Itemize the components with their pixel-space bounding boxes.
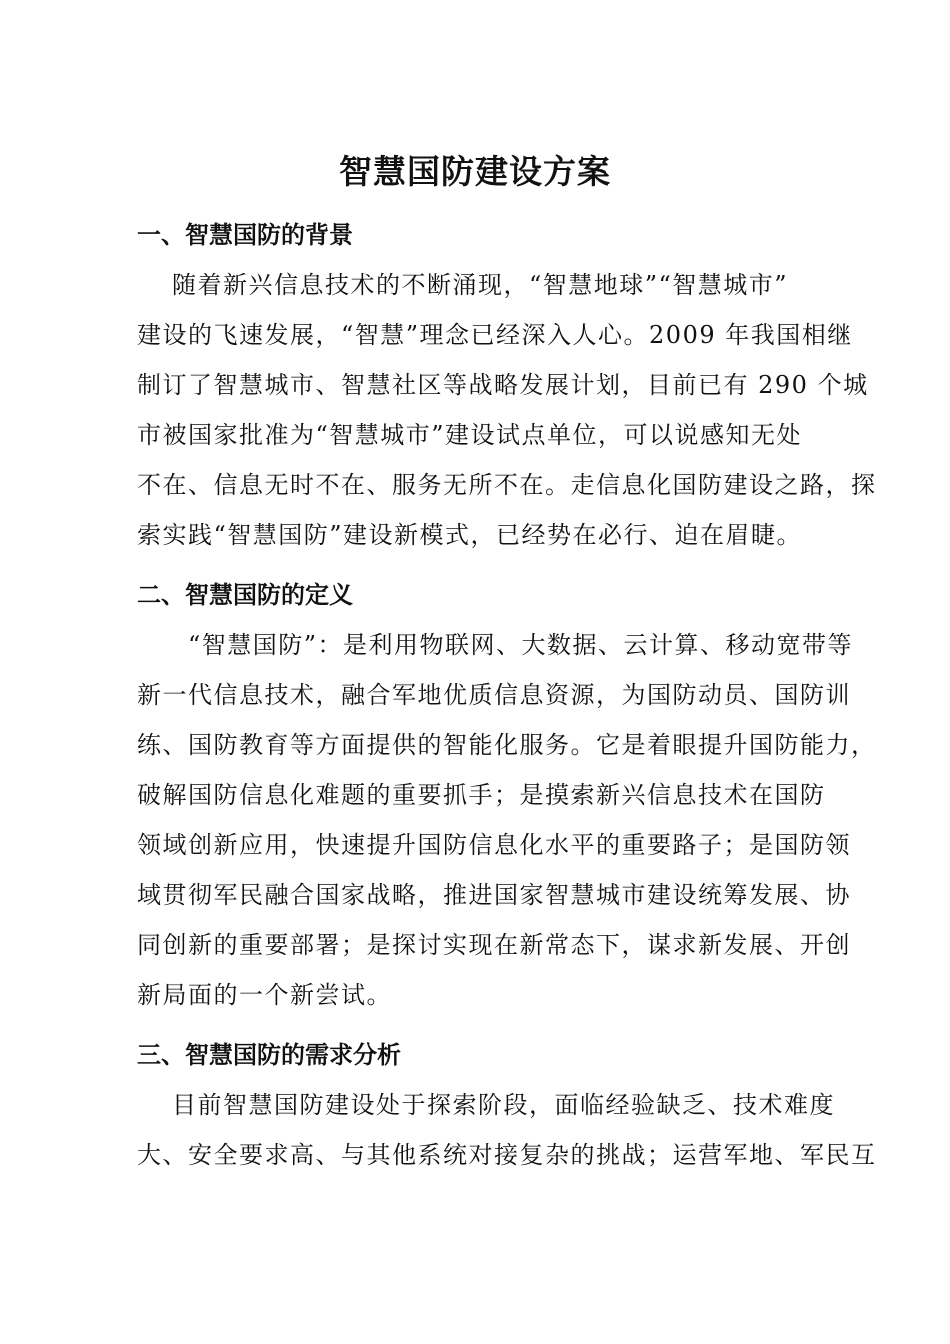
section-heading-requirements: 三、智慧国防的需求分析 [137,1041,401,1069]
paragraph-line: 域贯彻军民融合国家战略，推进国家智慧城市建设统筹发展、协 [137,881,851,909]
paragraph-line: 随着新兴信息技术的不断涌现，“智慧地球”“智慧城市” [172,271,789,299]
paragraph-line: 目前智慧国防建设处于探索阶段，面临经验缺乏、技术难度 [172,1091,835,1119]
paragraph-line: 新局面的一个新尝试。 [137,981,392,1009]
paragraph-line: 大、安全要求高、与其他系统对接复杂的挑战；运营军地、军民互 [137,1141,877,1169]
paragraph-line: 同创新的重要部署；是探讨实现在新常态下，谋求新发展、开创 [137,931,851,959]
paragraph-line: 不在、信息无时不在、服务无所不在。走信息化国防建设之路，探 [137,471,877,499]
paragraph-line: “智慧国防”：是利用物联网、大数据、云计算、移动宽带等 [188,631,854,659]
paragraph-line: 建设的飞速发展，“智慧”理念已经深入人心。2009 年我国相继 [137,321,853,349]
paragraph-line: 破解国防信息化难题的重要抓手；是摸索新兴信息技术在国防 [137,781,826,809]
paragraph-line: 练、国防教育等方面提供的智能化服务。它是着眼提升国防能力， [137,731,877,759]
section-heading-definition: 二、智慧国防的定义 [137,581,353,609]
section-heading-background: 一、智慧国防的背景 [137,221,353,249]
paragraph-line: 索实践“智慧国防”建设新模式，已经势在必行、迫在眉睫。 [137,521,803,549]
paragraph-line: 制订了智慧城市、智慧社区等战略发展计划，目前已有 290 个城 [137,371,869,399]
paragraph-line: 新一代信息技术，融合军地优质信息资源，为国防动员、国防训 [137,681,851,709]
document-title: 智慧国防建设方案 [339,152,611,191]
paragraph-line: 领域创新应用，快速提升国防信息化水平的重要路子；是国防领 [137,831,851,859]
paragraph-line: 市被国家批准为“智慧城市”建设试点单位，可以说感知无处 [137,421,803,449]
